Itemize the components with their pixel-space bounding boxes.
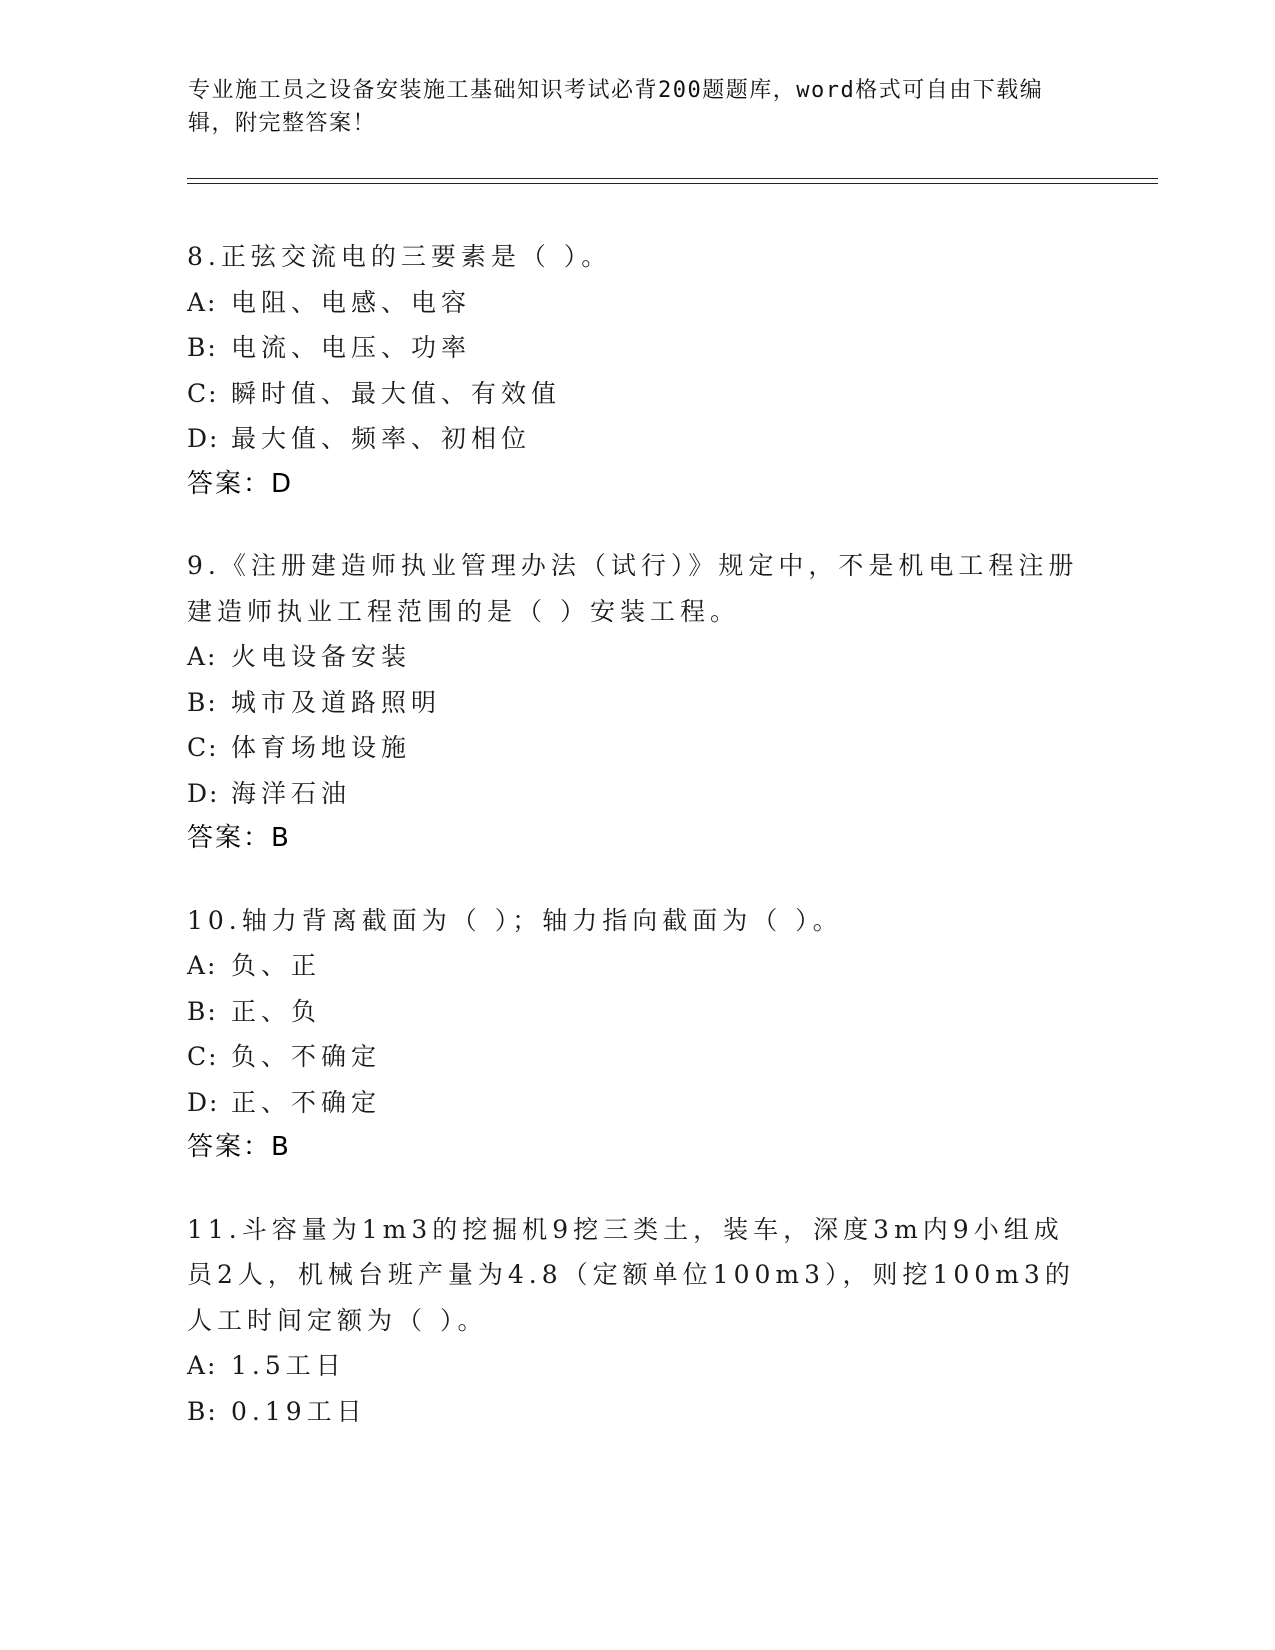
option-a (187, 280, 1087, 326)
document-title: 专业施工员之设备安装施工基础知识考试必背200题题库，word格式可自由下载编辑，附完整答案！ (188, 78, 1044, 136)
question-text: 9.《注册建造师执业管理办法（试行）》规定中，不是机电工程注册建造师执业工程范围的是（ ）安装工程。 (187, 551, 1079, 626)
option-letter: A: (187, 642, 218, 671)
option-letter: A: (187, 951, 218, 980)
question-list (187, 234, 1087, 1470)
option-b (187, 680, 1087, 726)
answer-line: 答案：B (187, 1132, 291, 1162)
option-letter: B: (187, 333, 218, 362)
header-rule-bottom (187, 183, 1158, 184)
option-letter: B: (187, 996, 218, 1026)
option-a (187, 634, 1087, 680)
question-10 (187, 898, 1087, 1171)
option-text: 城市及道路照明 (231, 687, 442, 717)
option-letter: A: (187, 287, 218, 317)
option-c (187, 725, 1087, 771)
option-letter: D: (187, 778, 220, 808)
answer-line: 答案：B (187, 823, 291, 853)
option-text: 负、不确定 (231, 1042, 382, 1071)
option-text: 电阻、电感、电容 (231, 287, 472, 317)
option-text: 0.19工日 (231, 1396, 367, 1426)
option-letter: C: (187, 378, 219, 408)
option-d (187, 1080, 1087, 1126)
question-9 (187, 543, 1087, 862)
question-text: 10.轴力背离截面为（ ）；轴力指向截面为（ ）。 (187, 905, 843, 935)
option-text: 体育场地设施 (231, 733, 412, 762)
question-8 (187, 234, 1087, 507)
option-text: 正、不确定 (231, 1087, 382, 1117)
option-text: 瞬时值、最大值、有效值 (231, 378, 562, 408)
option-text: 最大值、频率、初相位 (231, 424, 532, 453)
option-text: 负、正 (231, 951, 322, 980)
option-letter: D: (187, 1087, 220, 1117)
question-text: 8.正弦交流电的三要素是（ ）。 (187, 242, 612, 271)
question-text: 11.斗容量为1m3的挖掘机9挖三类土，装车，深度3m内9小组成员2人，机械台班产量为4.8（定额单位100m3），则挖100m3的人工时间定额为（ ）。 (187, 1214, 1075, 1335)
option-c (187, 1034, 1087, 1080)
option-letter: B: (187, 687, 218, 717)
option-c (187, 371, 1087, 417)
document-header (188, 74, 1088, 140)
option-text: 电流、电压、功率 (231, 333, 472, 362)
option-letter: B: (187, 1396, 218, 1426)
option-b (187, 1389, 1087, 1435)
option-a (187, 1343, 1087, 1389)
header-rule-top (187, 178, 1158, 179)
answer-line: 答案：D (187, 468, 294, 499)
option-d (187, 771, 1087, 817)
option-text: 火电设备安装 (231, 642, 412, 671)
question-11 (187, 1207, 1087, 1435)
option-b (187, 989, 1087, 1035)
option-letter: D: (187, 424, 220, 453)
option-text: 1.5工日 (231, 1351, 346, 1380)
option-a (187, 943, 1087, 989)
option-d (187, 416, 1087, 462)
option-text: 海洋石油 (231, 778, 352, 808)
option-letter: A: (187, 1351, 218, 1380)
option-letter: C: (187, 1042, 219, 1071)
option-text: 正、负 (231, 996, 322, 1026)
option-b (187, 325, 1087, 371)
option-letter: C: (187, 733, 219, 762)
